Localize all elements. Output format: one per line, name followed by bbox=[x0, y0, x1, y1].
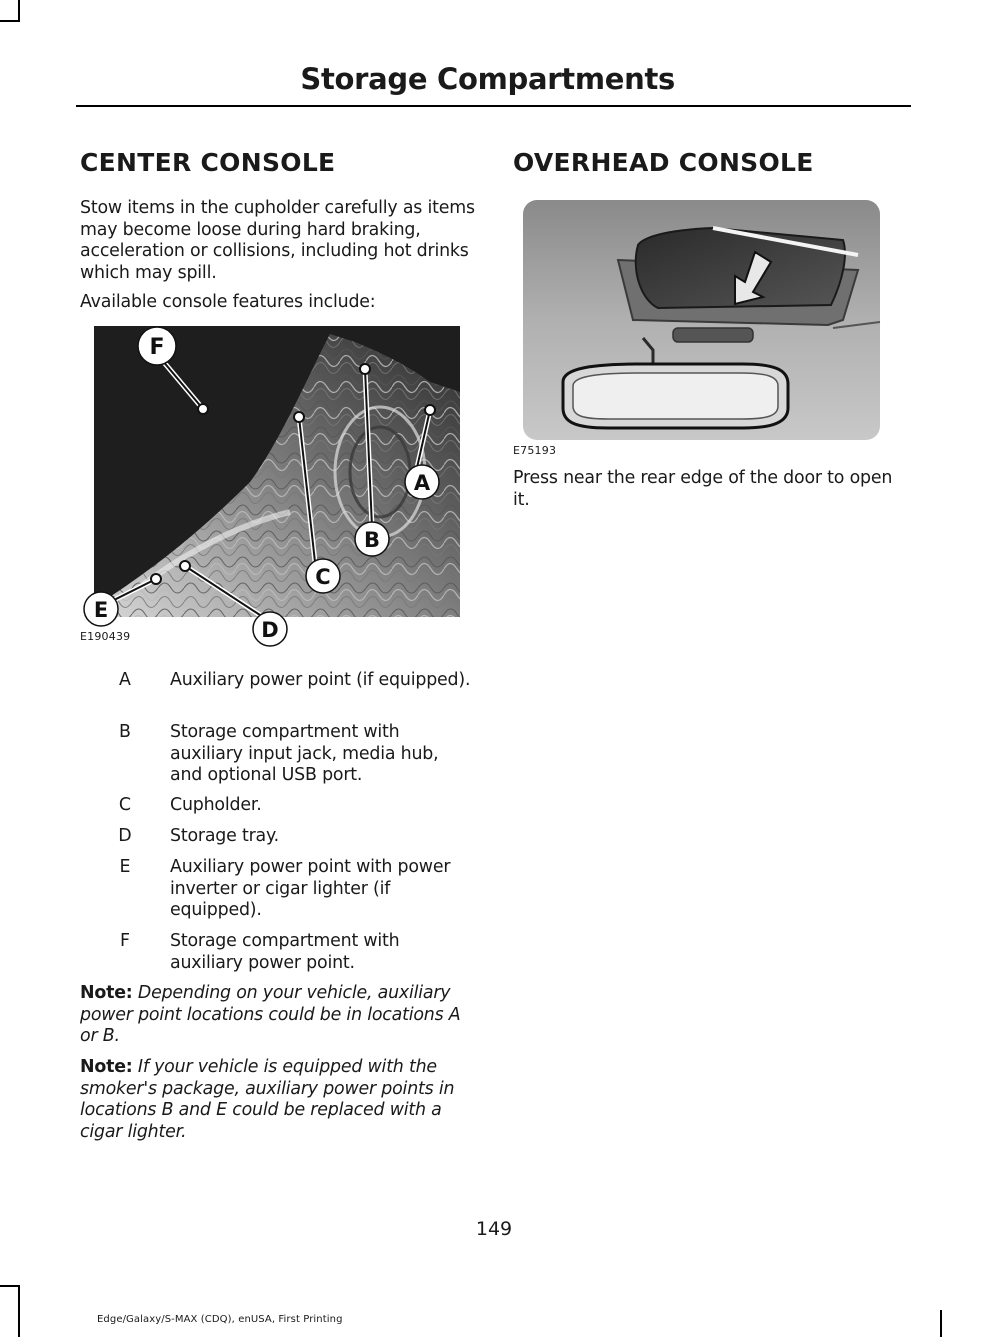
legend-key-d: D bbox=[118, 826, 132, 846]
note-text: Depending on your vehicle, auxiliary power point locations could be in locations A or B. bbox=[80, 983, 461, 1046]
leader-dot-f bbox=[198, 404, 208, 414]
note-text: If your vehicle is equipped with the smoker's package, auxiliary power points in locations B and E could be replaced with a cigar lighter. bbox=[80, 1057, 455, 1142]
section-heading-center-console: CENTER CONSOLE bbox=[80, 148, 336, 177]
note-label: Note: bbox=[80, 983, 133, 1003]
legend-key-c: C bbox=[118, 795, 132, 815]
figure-id-overhead-console: E75193 bbox=[513, 444, 557, 457]
leader-dot-b bbox=[360, 364, 370, 374]
svg-text:A: A bbox=[413, 471, 431, 495]
legend-key-e: E bbox=[119, 857, 131, 877]
crop-mark bbox=[940, 1310, 942, 1337]
callout-f bbox=[138, 327, 176, 365]
crop-mark bbox=[18, 0, 20, 20]
center-console-intro: Stow items in the cupholder carefully as items may become loose during hard braking, acceleration or collisions, including hot drinks which may spill. bbox=[80, 198, 475, 283]
legend-text-c: Cupholder. bbox=[170, 795, 262, 815]
rearview-mirror-glass bbox=[573, 373, 778, 419]
legend-text-d: Storage tray. bbox=[170, 826, 279, 846]
callout-c bbox=[306, 559, 340, 593]
note-smokers-package bbox=[80, 1057, 480, 1143]
features-intro: Available console features include: bbox=[80, 292, 376, 312]
section-heading-overhead-console: OVERHEAD CONSOLE bbox=[513, 148, 814, 177]
crop-mark bbox=[0, 1285, 20, 1287]
callout-e bbox=[84, 592, 118, 626]
legend-text-e: Auxiliary power point with power inverter or cigar lighter (if equipped). bbox=[170, 857, 451, 920]
leader-dot-a bbox=[425, 405, 435, 415]
callout-a bbox=[405, 465, 439, 499]
leader-dot-d bbox=[180, 561, 190, 571]
svg-text:D: D bbox=[261, 618, 279, 642]
callout-b bbox=[355, 522, 389, 556]
svg-text:E: E bbox=[93, 598, 109, 622]
svg-text:B: B bbox=[363, 528, 381, 552]
svg-text:C: C bbox=[315, 565, 331, 589]
page-header-title: Storage Compartments bbox=[300, 62, 675, 96]
callout-d bbox=[253, 612, 287, 646]
header-rule bbox=[76, 105, 911, 107]
crop-mark bbox=[18, 1285, 20, 1337]
legend-key-b: B bbox=[119, 722, 131, 742]
page-number: 149 bbox=[475, 1218, 513, 1240]
legend-text-a: Auxiliary power point (if equipped). bbox=[170, 670, 471, 690]
legend-key-f: F bbox=[119, 931, 130, 951]
console-buttons bbox=[673, 328, 753, 342]
footer-edition: Edge/Galaxy/S-MAX (CDQ), enUSA, First Printing bbox=[97, 1314, 343, 1325]
note-label: Note: bbox=[80, 1057, 133, 1077]
svg-text:F: F bbox=[149, 335, 165, 360]
legend-key-a: A bbox=[119, 670, 131, 690]
leader-dot-e bbox=[151, 574, 161, 584]
crop-mark bbox=[0, 20, 20, 22]
overhead-console-figure bbox=[513, 200, 880, 442]
legend-text-b: Storage compartment with auxiliary input jack, media hub, and optional USB port. bbox=[170, 722, 439, 785]
leader-dot-c bbox=[294, 412, 304, 422]
legend-text-f: Storage compartment with auxiliary power point. bbox=[170, 931, 400, 973]
figure-id-center-console: E190439 bbox=[80, 630, 131, 643]
overhead-console-instruction: Press near the rear edge of the door to open it. bbox=[513, 468, 893, 510]
note-auxiliary-locations bbox=[80, 983, 480, 1048]
